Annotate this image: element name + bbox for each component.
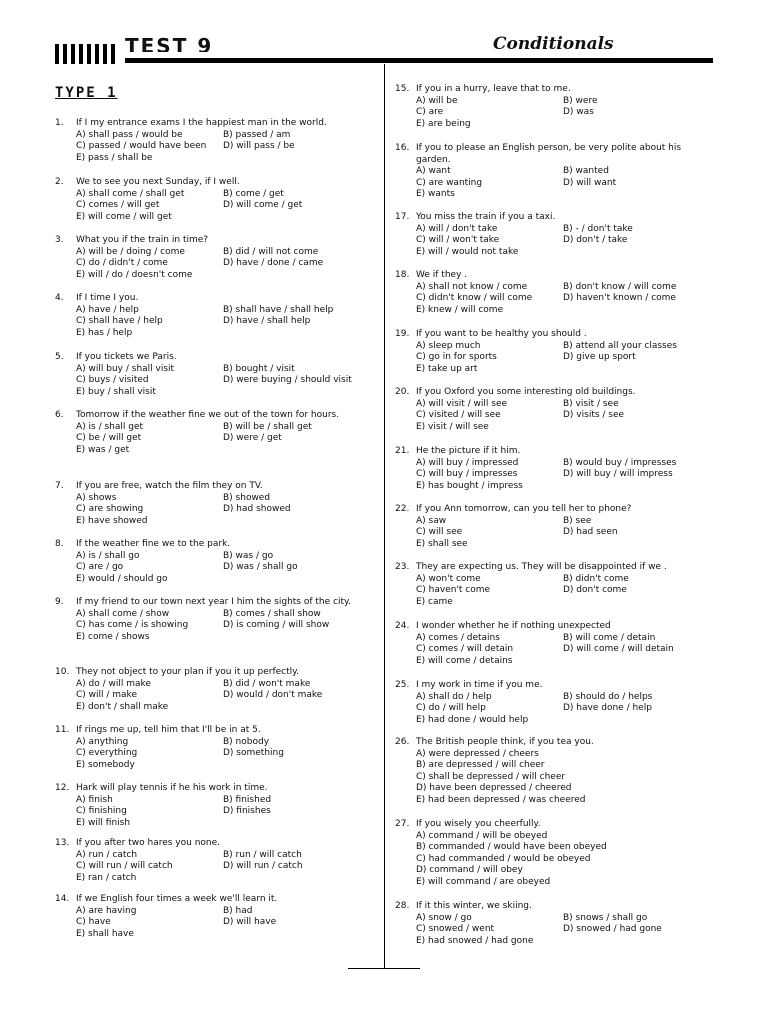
answer-option-a[interactable]: A) won't come — [416, 573, 481, 584]
answer-option-d[interactable]: D) finishes — [223, 806, 271, 817]
answer-option[interactable]: E) had been depressed / was cheered — [416, 794, 586, 805]
answer-option-d[interactable]: D) snowed / had gone — [563, 924, 662, 935]
answer-option-a[interactable]: A) have / help — [76, 304, 139, 315]
question-item — [395, 737, 715, 807]
question-number: 14. — [55, 894, 70, 904]
question-item — [395, 504, 715, 550]
answer-option-e[interactable]: E) are being — [416, 118, 471, 129]
answer-option-b[interactable]: B) attend all your classes — [563, 340, 677, 351]
answer-option-e[interactable]: E) don't / shall make — [76, 701, 169, 712]
answer-option-d[interactable]: D) something — [223, 748, 284, 759]
answer-option-c[interactable]: C) comes / will detain — [416, 644, 514, 655]
answer-option-d[interactable]: D) will pass / be — [223, 141, 295, 152]
answer-option-a[interactable]: A) will buy / impressed — [416, 457, 519, 468]
answer-option-e[interactable]: E) will come / detains — [416, 655, 513, 666]
question-number: 15. — [395, 84, 410, 94]
answer-option-b[interactable]: B) visit / see — [563, 398, 619, 409]
question-item — [395, 901, 715, 947]
answer-option-c[interactable]: C) haven't come — [416, 585, 491, 596]
answer-options — [416, 574, 715, 609]
question-item — [55, 597, 375, 643]
question-number: 7. — [55, 481, 64, 491]
answer-option-a[interactable]: A) anything — [76, 736, 129, 747]
answer-option[interactable]: B) are depressed / will cheer — [416, 760, 545, 771]
answer-options — [76, 850, 375, 885]
answer-option-a[interactable]: A) snow / go — [416, 912, 472, 923]
answer-option-d[interactable]: D) have / done / came — [223, 258, 324, 269]
header-bar-decoration — [71, 44, 75, 64]
answer-options — [76, 130, 375, 165]
answer-option-b[interactable]: B) comes / shall show — [223, 608, 321, 619]
question-stem: You miss the train if you a taxi. — [416, 212, 556, 222]
question-number: 25. — [395, 680, 410, 690]
question-number: 9. — [55, 597, 64, 607]
answer-options — [76, 422, 375, 457]
question-number: 6. — [55, 410, 64, 420]
answer-options — [416, 516, 715, 551]
answer-option-c[interactable]: C) will / won't take — [416, 235, 500, 246]
answer-option-b[interactable]: B) did / will not come — [223, 246, 319, 257]
answer-option-d[interactable]: D) will want — [563, 177, 617, 188]
question-number: 4. — [55, 293, 64, 303]
answer-option-e[interactable]: E) has bought / impress — [416, 480, 523, 491]
answer-option-e[interactable]: E) will / would not take — [416, 246, 519, 257]
question-item — [395, 621, 715, 667]
question-stem: If you to please an English person, be very polite about his garden. — [416, 143, 682, 165]
answer-option-b[interactable]: B) was / go — [223, 550, 274, 561]
answer-options — [416, 831, 715, 889]
answer-option-e[interactable]: E) pass / shall be — [76, 152, 153, 163]
question-stem: They not object to your plan if you it up perfectly. — [76, 667, 300, 677]
question-number: 27. — [395, 819, 410, 829]
answer-option-b[interactable]: B) snows / shall go — [563, 912, 648, 923]
question-stem: If you Oxford you some interesting old buildings. — [416, 387, 636, 397]
question-number: 21. — [395, 446, 410, 456]
answer-options — [76, 305, 375, 340]
answer-option-b[interactable]: B) don't know / will come — [563, 281, 677, 292]
question-stem: If you in a hurry, leave that to me. — [416, 84, 571, 94]
answer-option-e[interactable]: E) take up art — [416, 363, 478, 374]
question-stem: If you Ann tomorrow, can you tell her to phone? — [416, 504, 632, 514]
page-header — [55, 34, 713, 64]
answer-option-e[interactable]: E) ran / catch — [76, 872, 137, 883]
answer-options — [416, 458, 715, 493]
question-item — [55, 667, 375, 713]
question-stem: Hark will play tennis if he his work in time. — [76, 783, 268, 793]
question-stem: We if they . — [416, 270, 468, 280]
answer-option-d[interactable]: D) don't / take — [563, 235, 628, 246]
question-number: 17. — [395, 212, 410, 222]
answer-option-c[interactable]: C) visited / will see — [416, 410, 501, 421]
question-number: 1. — [55, 118, 64, 128]
answer-option[interactable]: B) commanded / would have been obeyed — [416, 842, 607, 853]
answer-option-b[interactable]: B) see — [563, 515, 592, 526]
header-bar-decoration — [79, 44, 83, 64]
answer-option-a[interactable]: A) is / shall go — [76, 550, 140, 561]
answer-option-a[interactable]: A) saw — [416, 515, 447, 526]
answer-option-c[interactable]: C) comes / will get — [76, 200, 160, 211]
answer-option-e[interactable]: E) came — [416, 596, 453, 607]
question-item — [55, 838, 375, 884]
header-bar-decoration — [103, 44, 107, 64]
answer-option-e[interactable]: E) would / should go — [76, 573, 168, 584]
column-divider — [384, 64, 385, 968]
question-item — [395, 446, 715, 492]
section-heading: TYPE 1 — [55, 85, 118, 101]
question-item — [55, 352, 375, 398]
answer-option-d[interactable]: D) were / get — [223, 433, 282, 444]
answer-option-d[interactable]: D) will run / catch — [223, 861, 303, 872]
answer-option-a[interactable]: A) will visit / will see — [416, 398, 508, 409]
question-stem: If you wisely you cheerfully. — [416, 819, 541, 829]
question-stem: The British people think, if you tea you. — [416, 737, 594, 747]
answer-option-a[interactable]: A) will / don't take — [416, 223, 498, 234]
answer-option-c[interactable]: C) shall have / help — [76, 316, 163, 327]
answer-option-e[interactable]: E) has / help — [76, 327, 133, 338]
header-bar-decoration — [63, 44, 67, 64]
question-stem: He the picture if it him. — [416, 446, 521, 456]
answer-option-c[interactable]: C) didn't know / will come — [416, 293, 533, 304]
answer-option-c[interactable]: C) buys / visited — [76, 375, 149, 386]
question-stem: If the weather fine we to the park. — [76, 539, 231, 549]
question-stem: If you are free, watch the film they on TV. — [76, 481, 263, 491]
answer-option-d[interactable]: D) have done / help — [563, 703, 652, 714]
test-topic: Conditionals — [493, 34, 614, 50]
question-number: 3. — [55, 235, 64, 245]
answer-option[interactable]: E) will command / are obeyed — [416, 876, 551, 887]
question-number: 19. — [395, 329, 410, 339]
question-stem: Tomorrow if the weather fine we out of the town for hours. — [76, 410, 340, 420]
answer-option-e[interactable]: E) will finish — [76, 817, 131, 828]
answer-option-d[interactable]: D) visits / see — [563, 410, 625, 421]
question-number: 24. — [395, 621, 410, 631]
answer-options — [416, 166, 715, 201]
answer-option-a[interactable]: A) shall come / shall get — [76, 188, 185, 199]
answer-options — [76, 551, 375, 586]
answer-option-c[interactable]: C) passed / would have been — [76, 141, 207, 152]
answer-option-e[interactable]: E) buy / shall visit — [76, 386, 156, 397]
question-item — [55, 235, 375, 281]
answer-option-a[interactable]: A) will buy / shall visit — [76, 363, 175, 374]
answer-option[interactable]: D) command / will obey — [416, 865, 523, 876]
question-number: 8. — [55, 539, 64, 549]
answer-option-a[interactable]: A) shall come / show — [76, 608, 170, 619]
header-bar-decoration — [95, 44, 99, 64]
question-number: 13. — [55, 838, 70, 848]
answer-option-b[interactable]: B) did / won't make — [223, 678, 311, 689]
answer-options — [416, 282, 715, 317]
question-stem: If it this winter, we skiing. — [416, 901, 532, 911]
question-number: 28. — [395, 901, 410, 911]
answer-option-b[interactable]: B) had — [223, 905, 253, 916]
answer-option-a[interactable]: A) shall pass / would be — [76, 129, 183, 140]
question-item — [55, 118, 375, 164]
answer-options — [76, 679, 375, 714]
answer-option-a[interactable]: A) are having — [76, 905, 137, 916]
answer-options — [416, 341, 715, 376]
answer-option-b[interactable]: B) shall have / shall help — [223, 304, 334, 315]
answer-option-d[interactable]: D) don't come — [563, 585, 627, 596]
footer-rule — [348, 968, 420, 969]
answer-option-c[interactable]: C) will / make — [76, 690, 137, 701]
answer-option-e[interactable]: E) knew / will come — [416, 304, 504, 315]
answer-option[interactable]: D) have been depressed / cheered — [416, 783, 572, 794]
answer-option[interactable]: C) shall be depressed / will cheer — [416, 771, 566, 782]
answer-option-b[interactable]: B) will come / detain — [563, 632, 656, 643]
question-item — [55, 293, 375, 339]
answer-option-c[interactable]: C) snowed / went — [416, 924, 495, 935]
answer-option-c[interactable]: C) go in for sports — [416, 352, 497, 363]
answer-option-e[interactable]: E) visit / will see — [416, 421, 489, 432]
answer-option-b[interactable]: B) run / will catch — [223, 849, 302, 860]
answer-option-a[interactable]: A) shows — [76, 492, 117, 503]
answer-option-b[interactable]: B) should do / helps — [563, 691, 653, 702]
question-stem: What you if the train in time? — [76, 235, 209, 245]
question-stem: If we English four times a week we'll learn it. — [76, 894, 278, 904]
question-number: 18. — [395, 270, 410, 280]
question-number: 22. — [395, 504, 410, 514]
answer-option-d[interactable]: D) will have — [223, 917, 277, 928]
answer-option-d[interactable]: D) is coming / will show — [223, 620, 330, 631]
question-item — [55, 894, 375, 940]
answer-option-a[interactable]: A) do / will make — [76, 678, 151, 689]
answer-option-e[interactable]: E) will come / will get — [76, 211, 172, 222]
answer-option-b[interactable]: B) come / get — [223, 188, 284, 199]
answer-option-c[interactable]: C) are wanting — [416, 177, 483, 188]
answer-option-c[interactable]: C) do / didn't / come — [76, 258, 168, 269]
question-item — [55, 539, 375, 585]
answer-option-a[interactable]: A) will be — [416, 95, 458, 106]
answer-options — [416, 96, 715, 131]
answer-option-d[interactable]: D) were buying / should visit — [223, 375, 352, 386]
answer-option-b[interactable]: B) would buy / impresses — [563, 457, 677, 468]
question-item — [395, 143, 715, 201]
answer-option-b[interactable]: B) finished — [223, 794, 272, 805]
answer-option-c[interactable]: C) finishing — [76, 806, 127, 817]
question-stem: If my friend to our town next year I him the sights of the city. — [76, 597, 351, 607]
answer-option-b[interactable]: B) nobody — [223, 736, 270, 747]
answer-option[interactable]: A) command / will be obeyed — [416, 830, 548, 841]
answer-option-b[interactable]: B) wanted — [563, 166, 609, 177]
answer-option-e[interactable]: E) shall see — [416, 538, 468, 549]
answer-options — [76, 247, 375, 282]
question-item — [55, 177, 375, 223]
answer-option-c[interactable]: C) will see — [416, 527, 463, 538]
answer-option-d[interactable]: D) was / shall go — [223, 562, 298, 573]
answer-option-a[interactable]: A) comes / detains — [416, 632, 500, 643]
answer-option-b[interactable]: B) passed / am — [223, 129, 291, 140]
answer-option-c[interactable]: C) are — [416, 107, 444, 118]
answer-option-e[interactable]: E) was / get — [76, 444, 130, 455]
answer-option-d[interactable]: D) will come / get — [223, 200, 303, 211]
question-number: 2. — [55, 177, 64, 187]
question-number: 5. — [55, 352, 64, 362]
answer-option-a[interactable]: A) is / shall get — [76, 421, 144, 432]
answer-option-d[interactable]: D) haven't known / come — [563, 293, 676, 304]
answer-option-c[interactable]: C) everything — [76, 748, 138, 759]
answer-option-e[interactable]: E) had snowed / had gone — [416, 935, 534, 946]
test-title: TEST 9 — [125, 34, 214, 52]
question-stem: We to see you next Sunday, if I well. — [76, 177, 240, 187]
answer-options — [76, 189, 375, 224]
answer-options — [76, 364, 375, 399]
question-stem: If rings me up, tell him that I'll be in at 5. — [76, 725, 261, 735]
answer-option-e[interactable]: E) come / shows — [76, 631, 150, 642]
answer-option-b[interactable]: B) didn't come — [563, 573, 629, 584]
answer-option-c[interactable]: C) are / go — [76, 562, 124, 573]
answer-option-d[interactable]: D) will buy / will impress — [563, 469, 673, 480]
answer-option-c[interactable]: C) have — [76, 917, 111, 928]
answer-option-a[interactable]: A) shall not know / come — [416, 281, 528, 292]
answer-option-a[interactable]: A) sleep much — [416, 340, 481, 351]
answer-option-b[interactable]: B) bought / visit — [223, 363, 295, 374]
question-item — [55, 481, 375, 527]
question-number: 23. — [395, 562, 410, 572]
answer-option-e[interactable]: E) will / do / doesn't come — [76, 269, 193, 280]
question-stem: I wonder whether he if nothing unexpected — [416, 621, 611, 631]
header-bar-decoration — [55, 44, 59, 64]
answer-option-d[interactable]: D) will come / will detain — [563, 644, 674, 655]
question-number: 16. — [395, 143, 410, 153]
header-rule — [125, 58, 713, 63]
question-item — [395, 270, 715, 316]
question-item — [395, 680, 715, 726]
answer-options — [416, 399, 715, 434]
question-item — [395, 387, 715, 433]
question-number: 26. — [395, 737, 410, 747]
answer-option-b[interactable]: B) showed — [223, 492, 271, 503]
answer-option[interactable]: C) had commanded / would be obeyed — [416, 853, 591, 864]
answer-option-a[interactable]: A) finish — [76, 794, 113, 805]
answer-options — [416, 913, 715, 948]
question-stem: If I time I you. — [76, 293, 139, 303]
answer-option-c[interactable]: C) be / will get — [76, 433, 142, 444]
answer-option-e[interactable]: E) wants — [416, 189, 455, 200]
question-item — [55, 725, 375, 771]
question-stem: If I my entrance exams I the happiest man in the world. — [76, 118, 327, 128]
answer-option-a[interactable]: A) run / catch — [76, 849, 138, 860]
question-stem: I my work in time if you me. — [416, 680, 543, 690]
question-item — [395, 84, 715, 130]
answer-options — [416, 749, 715, 807]
header-bar-decoration — [111, 44, 115, 64]
answer-options — [76, 795, 375, 830]
answer-option-c[interactable]: C) has come / is showing — [76, 620, 189, 631]
answer-options — [76, 493, 375, 528]
answer-options — [416, 633, 715, 668]
answer-option-e[interactable]: E) somebody — [76, 759, 135, 770]
question-number: 11. — [55, 725, 70, 735]
answer-options — [76, 906, 375, 941]
header-bar-decoration — [87, 44, 91, 64]
answer-option-b[interactable]: B) were — [563, 95, 598, 106]
question-stem: They are expecting us. They will be disappointed if we . — [416, 562, 667, 572]
question-number: 20. — [395, 387, 410, 397]
question-item — [395, 562, 715, 608]
answer-option-c[interactable]: C) will buy / impresses — [416, 469, 518, 480]
answer-option[interactable]: A) were depressed / cheers — [416, 748, 539, 759]
answer-option-c[interactable]: C) do / will help — [416, 703, 486, 714]
question-item — [55, 783, 375, 829]
answer-options — [76, 609, 375, 644]
answer-option-e[interactable]: E) have showed — [76, 515, 148, 526]
answer-option-d[interactable]: D) have / shall help — [223, 316, 311, 327]
answer-option-b[interactable]: B) - / don't take — [563, 223, 633, 234]
question-item — [395, 819, 715, 889]
answer-options — [416, 224, 715, 259]
answer-option-b[interactable]: B) will be / shall get — [223, 421, 312, 432]
question-number: 10. — [55, 667, 70, 677]
answer-option-a[interactable]: A) want — [416, 166, 451, 177]
question-stem: If you tickets we Paris. — [76, 352, 177, 362]
answer-option-c[interactable]: C) will run / will catch — [76, 861, 173, 872]
question-stem: If you after two hares you none. — [76, 838, 221, 848]
question-item — [55, 410, 375, 456]
answer-option-a[interactable]: A) will be / doing / come — [76, 246, 185, 257]
answer-option-a[interactable]: A) shall do / help — [416, 691, 492, 702]
answer-option-d[interactable]: D) give up sport — [563, 352, 636, 363]
answer-option-c[interactable]: C) are showing — [76, 504, 144, 515]
answer-option-e[interactable]: E) shall have — [76, 928, 134, 939]
question-number: 12. — [55, 783, 70, 793]
answer-options — [416, 692, 715, 727]
answer-option-d[interactable]: D) had showed — [223, 504, 291, 515]
answer-option-e[interactable]: E) had done / would help — [416, 714, 529, 725]
answer-option-d[interactable]: D) was — [563, 107, 594, 118]
question-item — [395, 212, 715, 258]
question-item — [395, 329, 715, 375]
answer-option-d[interactable]: D) would / don't make — [223, 690, 323, 701]
answer-options — [76, 737, 375, 772]
answer-option-d[interactable]: D) had seen — [563, 527, 618, 538]
question-stem: If you want to be healthy you should . — [416, 329, 587, 339]
